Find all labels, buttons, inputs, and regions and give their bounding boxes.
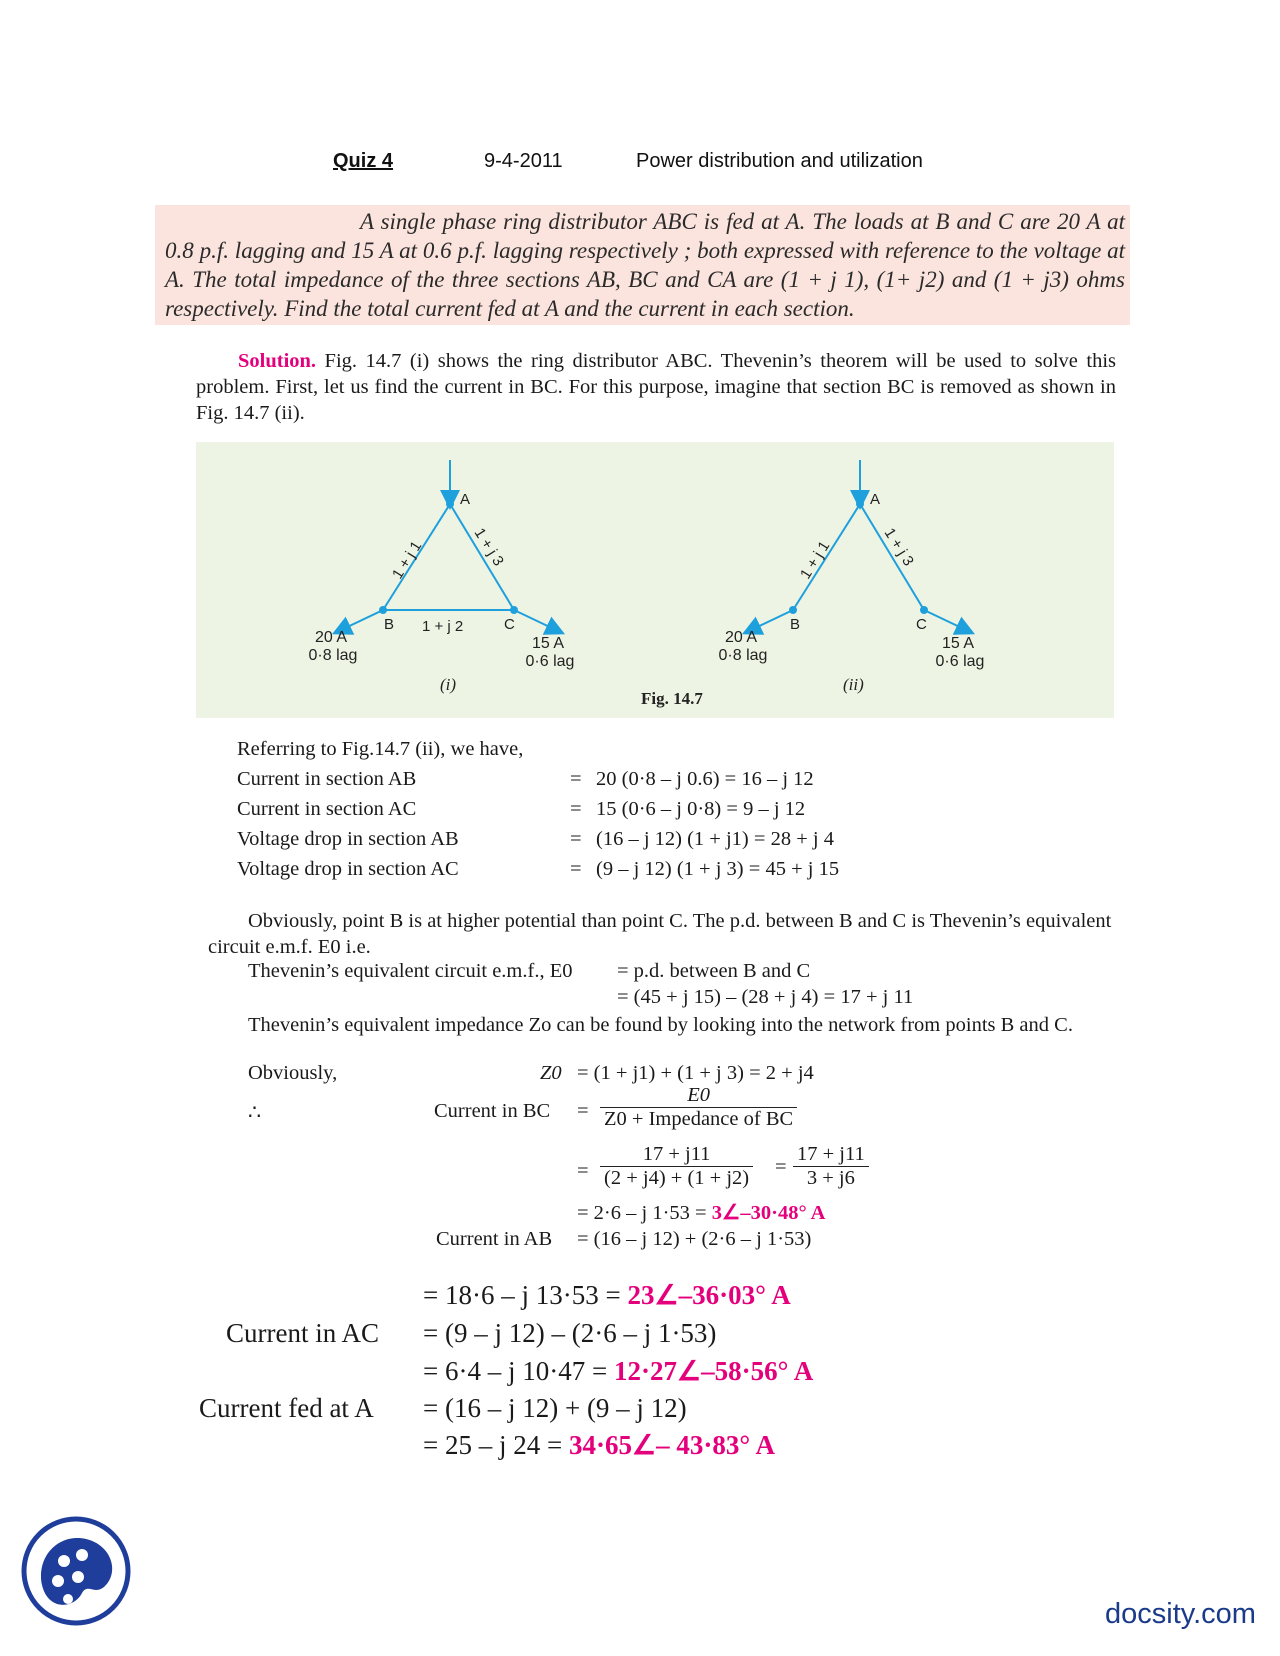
referring-line: Referring to Fig.14.7 (ii), we have, (237, 738, 524, 760)
current-ac-value: = (9 – j 12) – (2·6 – j 1·53) (423, 1318, 717, 1348)
node-c-dot-ii (920, 606, 928, 614)
current-bc-label: Current in BC (434, 1100, 551, 1122)
node-a-dot-i (446, 500, 454, 508)
thevenin-impedance-paragraph: Thevenin’s equivalent impedance Zo can be found by looking into the network from points B and C. (248, 1014, 1073, 1036)
fraction-2-numerator: 17 + j11 (642, 1143, 711, 1165)
current-fed-value: = (16 – j 12) + (9 – j 12) (423, 1393, 687, 1423)
obviously-label: Obviously, (248, 1062, 338, 1084)
load-b-pf-ii: 0·8 lag (718, 647, 768, 664)
solution-label: Solution. (238, 350, 317, 372)
fraction-1 (600, 1084, 797, 1131)
result-ab-rect: = 18·6 – j 13·53 = (423, 1280, 628, 1310)
row-value-1: 20 (0·8 – j 0.6) = 16 – j 12 (596, 768, 814, 790)
result-fed (423, 1430, 775, 1461)
result-ab (423, 1280, 791, 1311)
row-eq-4: = (570, 858, 582, 880)
z-ca-label-i: 1 + j 3 (470, 525, 507, 570)
row-value-4: (9 – j 12) (1 + j 3) = 45 + j 15 (596, 858, 840, 880)
solution-paragraph (196, 348, 1116, 426)
problem-text: A single phase ring distributor ABC is fed at A. The loads at B and C are 20 A at 0.8 p.f. lagging and 15 A at 0.6 p.f. lagging respectively ; both expressed with reference to the voltage at A. The total impedance of the three sections AB, BC and CA are (1 + j 1), (1+ j2) and (1 + j3) ohms respectively. Find the total current fed at A and the current in each section. (165, 209, 1125, 321)
node-c-dot-i (510, 606, 518, 614)
fraction-3-eq: = (775, 1156, 787, 1178)
node-b-label-ii: B (790, 616, 801, 633)
result-ac (423, 1356, 813, 1387)
load-c-arrow-i (514, 610, 556, 630)
fraction-1-numerator: E0 (687, 1084, 710, 1106)
problem-box (155, 205, 1130, 325)
z-ab-label-ii: 1 + j 1 (796, 538, 834, 583)
row-label-1: Current in section AB (237, 768, 417, 790)
current-bc-polar: 3∠–30·48° A (711, 1202, 826, 1224)
result-ac-polar: 12·27∠–58·56° A (613, 1356, 814, 1386)
obviously-paragraph: Obviously, point B is at higher potential than point C. The p.d. between B and C is Thevenin’s equivalent circuit e.m.f. E0 i.e. (208, 910, 1112, 958)
current-fed-label: Current fed at A (199, 1393, 374, 1423)
course-subject: Power distribution and utilization (636, 150, 923, 172)
fraction-2 (600, 1143, 753, 1190)
current-ab-value: = (16 – j 12) + (2·6 – j 1·53) (577, 1228, 812, 1250)
thevenin-emf-value-1: = p.d. between B and C (617, 960, 811, 982)
load-b-pf-i: 0·8 lag (308, 647, 358, 664)
row-eq-1: = (570, 768, 582, 790)
diagram-i-label: (i) (440, 675, 457, 694)
load-c-pf-i: 0·6 lag (525, 653, 575, 670)
figure-14-7 (196, 442, 1114, 718)
fraction-2-denominator: (2 + j4) + (1 + j2) (600, 1166, 753, 1190)
row-value-2: 15 (0·6 – j 0·8) = 9 – j 12 (596, 798, 806, 820)
therefore-symbol: ∴ (248, 1102, 262, 1124)
current-ab-label: Current in AB (436, 1228, 553, 1250)
z-bc-label-i: 1 + j 2 (422, 618, 464, 635)
thevenin-emf-label: Thevenin’s equivalent circuit e.m.f., E0 (248, 960, 573, 982)
thevenin-emf-value-2: = (45 + j 15) – (28 + j 4) = 17 + j 11 (617, 986, 914, 1008)
fraction-1-denominator: Z0 + Impedance of BC (600, 1107, 797, 1131)
current-bc-result (577, 1200, 825, 1225)
figure-caption: Fig. 14.7 (641, 689, 703, 708)
row-value-3: (16 – j 12) (1 + j1) = 28 + j 4 (596, 828, 834, 850)
docsity-logo-icon (20, 1515, 132, 1627)
row-label-4: Voltage drop in section AC (237, 858, 459, 880)
solution-text: Fig. 14.7 (i) shows the ring distributor ABC. Thevenin’s theorem will be used to solve this problem. First, let us find the current in BC. For this purpose, imagine that section BC is removed as shown in Fig. 14.7 (ii). (196, 350, 1117, 424)
fraction-3-denominator: 3 + j6 (793, 1166, 869, 1190)
fraction-2-eq: = (577, 1160, 589, 1182)
node-c-label-i: C (504, 616, 515, 633)
load-b-arrow-i (341, 610, 383, 630)
result-ab-polar: 23∠–36·03° A (627, 1280, 791, 1310)
z0-value: = (1 + j1) + (1 + j 3) = 2 + j4 (577, 1062, 814, 1084)
node-b-label-i: B (384, 616, 395, 633)
load-c-arrow-ii (924, 610, 966, 630)
docsity-brand[interactable]: docsity.com (1105, 1598, 1256, 1630)
node-b-dot-ii (789, 606, 797, 614)
fraction-3-numerator: 17 + j11 (797, 1143, 865, 1165)
node-a-dot-ii (856, 500, 864, 508)
diagram-ii-label: (ii) (843, 675, 864, 694)
load-b-current-ii: 20 A (724, 629, 758, 646)
node-c-label-ii: C (916, 616, 927, 633)
result-fed-polar: 34·65∠– 43·83° A (568, 1430, 775, 1460)
row-eq-2: = (570, 798, 582, 820)
row-label-3: Voltage drop in section AB (237, 828, 459, 850)
node-a-label-i: A (460, 491, 471, 508)
z0-label: Z0 (540, 1062, 562, 1084)
z-ab-label-i: 1 + j 1 (388, 538, 426, 583)
load-c-pf-ii: 0·6 lag (935, 653, 985, 670)
load-b-current-i: 20 A (314, 629, 348, 646)
node-b-dot-i (379, 606, 387, 614)
row-eq-3: = (570, 828, 582, 850)
load-b-arrow-ii (751, 610, 793, 630)
load-c-current-ii: 15 A (941, 635, 975, 652)
result-ac-rect: = 6·4 – j 10·47 = (423, 1356, 614, 1386)
z-ca-label-ii: 1 + j 3 (880, 525, 917, 570)
current-bc-rect: = 2·6 – j 1·53 = (577, 1202, 712, 1224)
quiz-date: 9-4-2011 (484, 150, 563, 172)
fraction-3 (793, 1143, 869, 1190)
load-c-current-i: 15 A (531, 635, 565, 652)
diagram-i (309, 460, 575, 694)
ring-distributor-diagram (196, 442, 1114, 718)
current-ac-label: Current in AC (226, 1318, 379, 1348)
node-a-label-ii: A (870, 491, 881, 508)
quiz-title: Quiz 4 (333, 150, 394, 172)
result-fed-rect: = 25 – j 24 = (423, 1430, 569, 1460)
diagram-ii (719, 460, 985, 694)
row-label-2: Current in section AC (237, 798, 417, 820)
current-bc-eq: = (577, 1100, 589, 1122)
